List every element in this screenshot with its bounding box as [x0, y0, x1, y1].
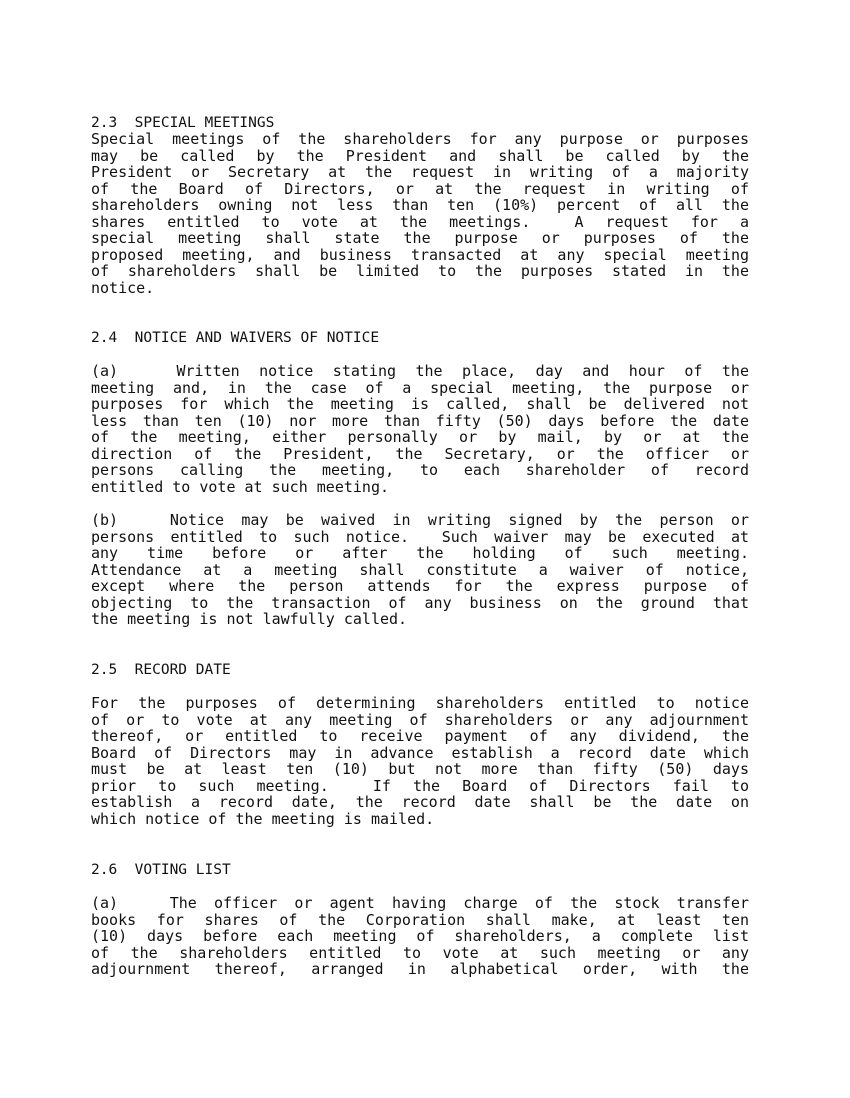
paragraph-line: persons calling the meeting, to each shareholder of record: [91, 461, 749, 479]
paragraph-line: prior to such meeting. If the Board of Directors fail to: [91, 776, 749, 795]
paragraph-line: shares entitled to vote at the meetings. A request for a: [91, 212, 749, 231]
paragraph-line: may be called by the President and shall be called by the: [91, 146, 749, 165]
paragraph-line: which notice of the meeting is mailed.: [91, 809, 435, 828]
paragraph-line: except where the person attends for the express purpose of: [91, 577, 749, 595]
paragraph-line: of the Board of Directors, or at the request in writing of: [91, 179, 749, 198]
paragraph-line: of the shareholders entitled to vote at such meeting or any: [91, 943, 749, 962]
paragraph-line: (b) Notice may be waived in writing signed by the person or: [91, 511, 749, 529]
section-heading: 2.6 VOTING LIST: [91, 862, 231, 878]
paragraph-line: meeting and, in the case of a special meeting, the purpose or: [91, 378, 749, 397]
paragraph-line: establish a record date, the record date shall be the date on: [91, 793, 749, 811]
paragraph-line: persons entitled to such notice. Such waiver may be executed at: [91, 527, 749, 546]
paragraph-line: (a) Written notice stating the place, day and hour of the: [91, 362, 749, 380]
paragraph-line: entitled to vote at such meeting.: [91, 477, 390, 496]
paragraph-line: any time before or after the holding of such meeting.: [91, 544, 749, 562]
paragraph-line: shareholders owning not less than ten (10%) percent of all the: [91, 196, 749, 214]
section-heading: 2.3 SPECIAL MEETINGS: [91, 115, 275, 131]
paragraph-line: special meeting shall state the purpose or purposes of the: [91, 229, 749, 247]
paragraph-line: direction of the President, the Secretary, or the officer or: [91, 444, 749, 463]
paragraph-line: thereof, or entitled to receive payment of any dividend, the: [91, 727, 749, 745]
paragraph-line: adjournment thereof, arranged in alphabetical order, with the: [91, 960, 749, 978]
paragraph-line: purposes for which the meeting is called, shall be delivered not: [91, 395, 749, 413]
paragraph-line: the meeting is not lawfully called.: [91, 610, 408, 628]
paragraph-line: Attendance at a meeting shall constitute a waiver of notice,: [91, 560, 749, 579]
paragraph-line: less than ten (10) nor more than fifty (50) days before the date: [91, 411, 749, 430]
paragraph-line: Board of Directors may in advance establish a record date which: [91, 743, 749, 762]
paragraph-line: proposed meeting, and business transacted at any special meeting: [91, 245, 749, 264]
paragraph-line: of or to vote at any meeting of shareholders or any adjournment: [91, 710, 749, 729]
paragraph-line: Special meetings of the shareholders for any purpose or purposes: [91, 130, 749, 148]
paragraph-line: For the purposes of determining shareholders entitled to notice: [91, 694, 749, 712]
section-heading: 2.4 NOTICE AND WAIVERS OF NOTICE: [91, 330, 380, 346]
paragraph-line: must be at least ten (10) but not more than fifty (50) days: [91, 760, 749, 778]
paragraph-line: notice.: [91, 278, 155, 297]
section-heading: 2.5 RECORD DATE: [91, 662, 231, 678]
paragraph-line: President or Secretary at the request in writing of a majority: [91, 163, 749, 181]
paragraph-line: books for shares of the Corporation shall make, at least ten: [91, 910, 749, 929]
paragraph-line: (a) The officer or agent having charge of the stock transfer: [91, 894, 749, 912]
paragraph-line: of shareholders shall be limited to the purposes stated in the: [91, 262, 749, 280]
paragraph-line: (10) days before each meeting of shareholders, a complete list: [91, 927, 749, 945]
paragraph-line: objecting to the transaction of any business on the ground that: [91, 593, 749, 612]
paragraph-line: of the meeting, either personally or by mail, by or at the: [91, 428, 749, 446]
